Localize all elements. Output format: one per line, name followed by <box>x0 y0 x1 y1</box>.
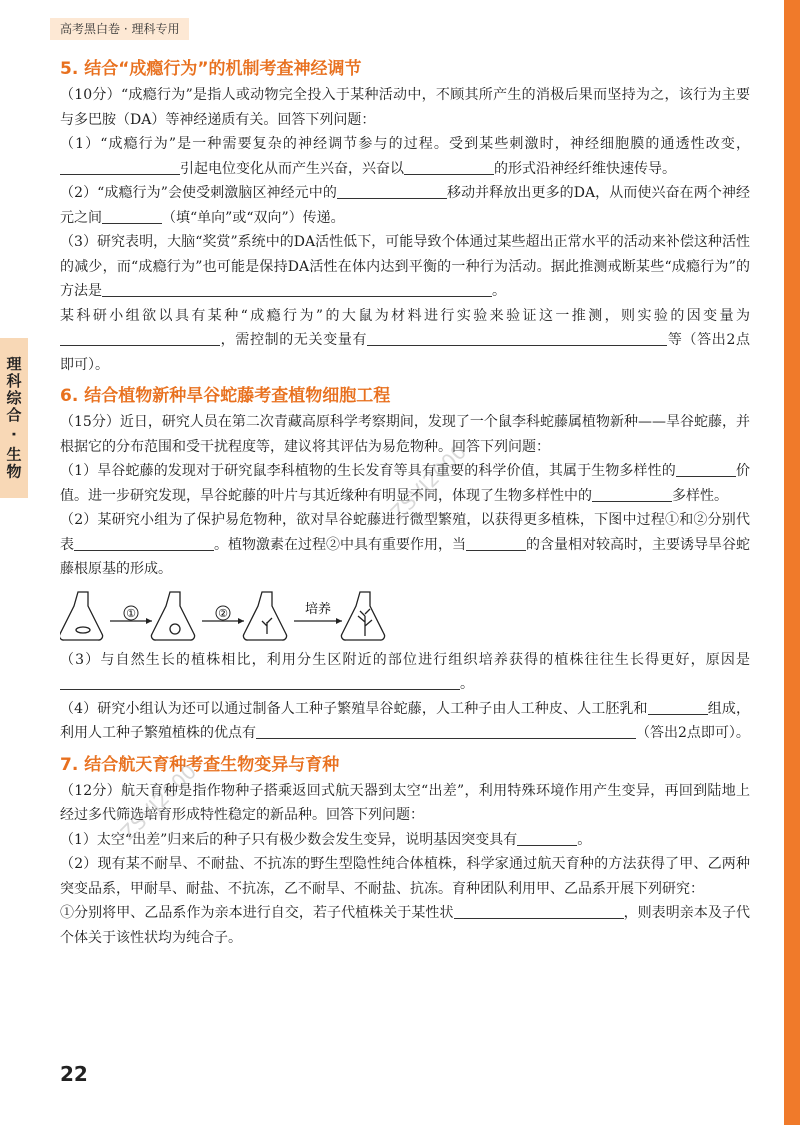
flask-icon <box>243 592 286 640</box>
answer-blank[interactable] <box>676 462 736 477</box>
arrow-head-icon <box>238 618 244 624</box>
fig-step2-label: ② <box>218 606 228 620</box>
q5-part3: （3）研究表明，大脑“奖赏”系统中的DA活性低下，可能导致个体通过某些超出正常水平的活动来补偿这种活性的减少，而“成瘾行为”也可能是保持DA活性在体内达到平衡的一种行为活动。据此推测戒断某些“成瘾行为”的方法是 。 <box>60 234 750 299</box>
flask-icon <box>151 592 194 640</box>
answer-blank[interactable] <box>102 282 492 297</box>
fig-step1-label: ① <box>126 606 136 620</box>
q5-part2: （2）“成瘾行为”会使受刺激脑区神经元中的 移动并释放出更多的DA，从而使兴奋在两个神经元之间 （填“单向”或“双向”）传递。 <box>60 185 750 226</box>
answer-blank[interactable] <box>466 536 526 551</box>
q5-title: 5. 结合“成瘾行为”的机制考查神经调节 <box>60 59 362 79</box>
answer-blank[interactable] <box>648 700 708 715</box>
answer-blank[interactable] <box>367 331 667 346</box>
arrow-head-icon <box>336 618 342 624</box>
q5-part1: （1）“成瘾行为”是一种需要复杂的神经调节参与的过程。受到某些刺激时，神经细胞膜的通透性改变，引起电位变化从而产生兴奋，兴奋以 的形式沿神经纤维快速传导。 <box>60 136 750 177</box>
q6-part4: （4）研究小组认为还可以通过制备人工种子繁殖旱谷蛇藤，人工种子由人工种皮、人工胚乳和 组成，利用人工种子繁殖植株的优点有 （答出2点即可）。 <box>60 700 751 741</box>
answer-blank[interactable] <box>517 831 577 846</box>
page-edge-stripe <box>784 0 800 1125</box>
q6-part3: （3）与自然生长的植株相比，利用分生区附近的部位进行组织培养获得的植株往往生长得更好，原因是。 <box>60 651 750 692</box>
answer-blank[interactable] <box>102 209 162 224</box>
q6-part2: （2）某研究小组为了保护易危物种，欲对旱谷蛇藤进行微型繁殖，以获得更多植株，下图中过程①和②分别代表 。植物激素在过程②中具有重要作用，当 的含量相对较高时，主要诱导旱谷蛇藤根原基的形成。 <box>60 512 750 577</box>
answer-blank[interactable] <box>454 904 624 919</box>
subject-side-tab <box>0 338 28 498</box>
flask-icon <box>60 592 103 640</box>
answer-blank[interactable] <box>60 675 460 690</box>
side-tab-label: 理科综合 · 生物 <box>4 355 23 481</box>
q6-title: 6. 结合植物新种旱谷蛇藤考查植物细胞工程 <box>60 386 391 406</box>
q6-intro: （15分）近日，研究人员在第二次青藏高原科学考察期间，发现了一个鼠李科蛇藤属植物新种——旱谷蛇藤，并根据它的分布范围和受干扰程度等，建议将其评估为易危物种。回答下列问题： <box>60 414 750 455</box>
answer-blank[interactable] <box>256 724 596 739</box>
q7-title: 7. 结合航天育种考查生物变异与育种 <box>60 754 340 775</box>
q7-part2: （2）现有某不耐旱、不耐盐、不抗冻的野生型隐性纯合体植株，科学家通过航天育种的方法获得了甲、乙两种突变品系，甲耐旱、耐盐、不抗冻，乙不耐旱、不耐盐、抗冻。育种团队利用甲、乙品系开展下列研究： <box>60 856 750 897</box>
q6-part1: （1）旱谷蛇藤的发现对于研究鼠李科植物的生长发育等具有重要的科学价值，其属于生物多样性的 价值。进一步研究发现，旱谷蛇藤的叶片与其近缘种有明显不同，体现了生物多样性中的 多样性。 <box>60 463 751 504</box>
header-tab: 高考黑白卷 · 理科专用 <box>50 18 189 40</box>
answer-blank[interactable] <box>60 160 180 175</box>
flask-icon <box>341 592 384 640</box>
watermark: ZSVJ2000 <box>385 439 472 525</box>
answer-blank[interactable] <box>596 724 636 739</box>
answer-blank[interactable] <box>74 536 214 551</box>
q5-intro: （10分）“成瘾行为”是指人或动物完全投入于某种活动中，不顾其所产生的消极后果而坚持为之，该行为主要与多巴胺（DA）等神经递质有关。回答下列问题： <box>60 87 750 128</box>
fig-step3-label: 培养 <box>304 601 332 617</box>
q7-part1: （1）太空“出差”归来后的种子只有极少数会发生变异，说明基因突变具有 。 <box>60 831 592 848</box>
answer-blank[interactable] <box>592 487 672 502</box>
q7-part2-sub1: ①分别将甲、乙品系作为亲本进行自交，若子代植株关于某性状 ，则表明亲本及子代个体关于该性状均为纯合子。 <box>60 905 751 946</box>
answer-blank[interactable] <box>60 331 220 346</box>
q7-intro: （12分）航天育种是指作物种子搭乘返回式航天器到太空“出差”，利用特殊环境作用产生变异，再回到陆地上经过多代筛选培育形成特性稳定的新品种。回答下列问题： <box>60 782 750 823</box>
answer-blank[interactable] <box>337 184 447 199</box>
watermark: ZSVJ2000 <box>115 759 202 845</box>
q5-part3-experiment: 某科研小组欲以具有某种“成瘾行为”的大鼠为材料进行实验来验证这一推测，则实验的因变量为，需控制的无关变量有 等（答出2点即可）。 <box>60 307 750 373</box>
arrow-head-icon <box>146 618 152 624</box>
page-number: 22 <box>60 1062 88 1086</box>
answer-blank[interactable] <box>404 160 494 175</box>
tissue-culture-diagram <box>60 586 530 642</box>
